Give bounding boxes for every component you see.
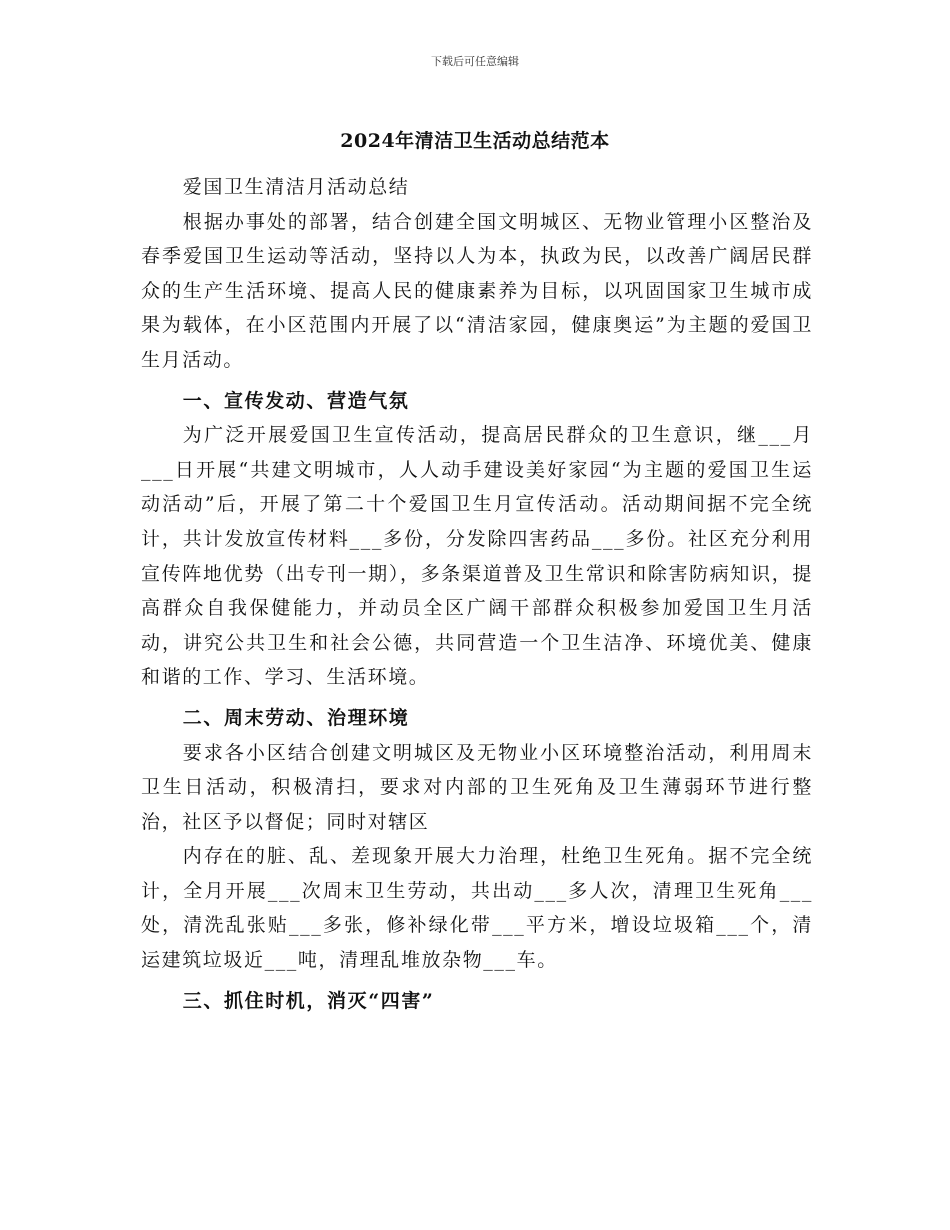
section-2-paragraph-a: 要求各小区结合创建文明城区及无物业小区环境整治活动，利用周末卫生日活动，积极清扫，要求对内部的卫生死角及卫生薄弱环节进行整治，社区予以督促；同时对辖区 bbox=[141, 741, 813, 833]
section-heading-1: 一、宣传发动、营造气氛 bbox=[182, 389, 410, 412]
document-title: 2024年清洁卫生活动总结范本 bbox=[340, 130, 610, 152]
section-2-paragraph-b: 内存在的脏、乱、差现象开展大力治理，杜绝卫生死角。据不完全统计，全月开展___次周末卫生劳动，共出动___多人次，清理卫生死角___处，清洗乱张贴___多张，修补绿化带___平方米，增设垃圾箱___个，清运建筑垃圾近___吨，清理乱堆放杂物___车。 bbox=[141, 845, 813, 972]
subtitle-paragraph: 爱国卫生清洁月活动总结 bbox=[182, 176, 410, 198]
page-header-note: 下载后可任意编辑 bbox=[431, 55, 519, 68]
document-body bbox=[141, 170, 813, 1018]
section-1-paragraph: 为广泛开展爱国卫生宣传活动，提高居民群众的卫生意识，继___月___日开展“共建文明城市，人人动手建设美好家园“为主题的爱国卫生运动活动”后，开展了第二十个爱国卫生月宣传活动。活动期间据不完全统计，共计发放宣传材料___多份，分发除四害药品___多份。社区充分利用宣传阵地优势（出专刊一期），多条渠道普及卫生常识和除害防病知识，提高群众自我保健能力，并动员全区广阔干部群众积极参加爱国卫生月活动，讲究公共卫生和社会公德，共同营造一个卫生洁净、环境优美、健康和谐的工作、学习、生活环境。 bbox=[141, 424, 813, 689]
intro-paragraph: 根据办事处的部署，结合创建全国文明城区、无物业管理小区整治及春季爱国卫生运动等活动，坚持以人为本，执政为民，以改善广阔居民群众的生产生活环境、提高人民的健康素养为目标，以巩固国家卫生城市成果为载体，在小区范围内开展了以“清洁家园，健康奥运”为主题的爱国卫生月活动。 bbox=[141, 210, 813, 371]
section-heading-3: 三、抓住时机，消灭“四害” bbox=[182, 989, 435, 1012]
section-heading-2: 二、周末劳动、治理环境 bbox=[182, 706, 410, 729]
